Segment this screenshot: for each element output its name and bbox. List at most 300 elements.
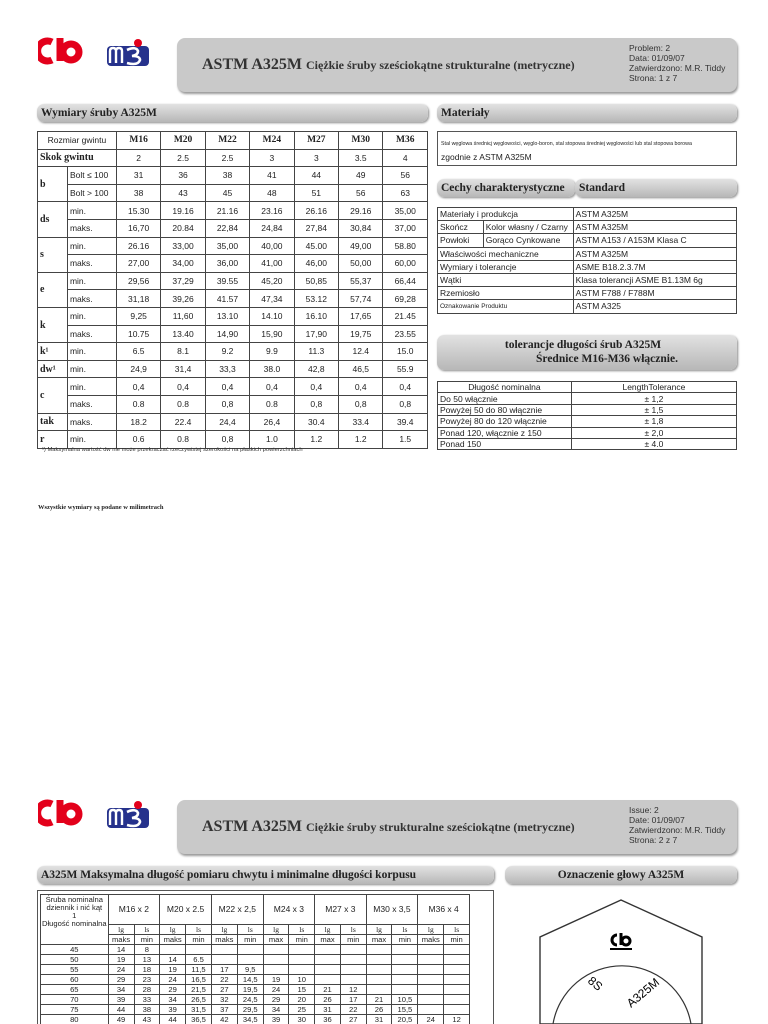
dimension-value: 17,90 (294, 325, 338, 343)
grip-limit-header: max (263, 935, 289, 945)
dims-row (38, 307, 428, 325)
grip-limit-header: max (315, 935, 341, 945)
grip-value: 8 (134, 945, 160, 955)
dimension-value: 31 (116, 167, 160, 185)
dimension-value: 16.10 (294, 307, 338, 325)
dimension-value: 33,3 (205, 360, 249, 378)
grip-value (160, 945, 186, 955)
characteristic-row (438, 300, 737, 313)
dimension-value: 15.0 (383, 343, 428, 361)
grip-value: 25 (289, 1005, 315, 1015)
grip-nominal-length: 50 (41, 955, 109, 965)
grip-value (366, 955, 392, 965)
standard-value: ASTM F788 / F788M (573, 287, 736, 300)
dimension-limit-label: maks. (67, 219, 116, 237)
dimension-value: 14,90 (205, 325, 249, 343)
standard-value: Klasa tolerancji ASME B1.13M 6g (573, 273, 736, 286)
grip-value (444, 995, 470, 1005)
grip-value: 14,5 (237, 975, 263, 985)
dims-row (38, 255, 428, 273)
characteristics-title-left: Cechy charakterystyczne (437, 179, 575, 197)
tolerance-row (438, 393, 737, 404)
characteristic-row (438, 287, 737, 300)
grip-value (263, 955, 289, 965)
dimension-limit-label: min. (67, 272, 116, 290)
meta-approved: Zatwierdzono: M.R. Tiddy (629, 63, 726, 73)
dimension-value: 29.16 (339, 202, 383, 220)
dimension-value: 0.8 (250, 395, 294, 413)
dimension-symbol: k (38, 307, 68, 342)
dimension-value: 39,26 (161, 290, 205, 308)
dimension-value: 0,4 (383, 378, 428, 396)
grip-size-header: M20 x 2.5 (160, 895, 212, 925)
corner-bottom-label: Długość nominalna (42, 919, 107, 928)
meta-issue: Issue: 2 (629, 805, 659, 815)
dimension-limit-label: min. (67, 360, 116, 378)
dimension-value: 27,00 (116, 255, 160, 273)
dimension-value: 66,44 (383, 272, 428, 290)
dimension-limit-label: min. (67, 237, 116, 255)
dimension-value: 14.10 (250, 307, 294, 325)
dimension-value: 58.80 (383, 237, 428, 255)
dimension-value: 24,9 (116, 360, 160, 378)
grip-limit-header: min (392, 935, 418, 945)
grip-value: 6.5 (186, 955, 212, 965)
title-main: ASTM A325M (202, 56, 302, 73)
grip-nominal-length: 70 (41, 995, 109, 1005)
grip-row (41, 945, 470, 955)
tolerance-title-line2: Średnice M16-M36 włącznie. (536, 353, 678, 365)
dimension-symbol: ds (38, 202, 68, 237)
dimension-value: 33,00 (161, 237, 205, 255)
dimension-value: 56 (339, 184, 383, 202)
dimension-value: 12.4 (339, 343, 383, 361)
dimension-value: 13.10 (205, 307, 249, 325)
dimension-value: 23.16 (250, 202, 294, 220)
dimension-symbol: b (38, 167, 68, 202)
grip-value (444, 1005, 470, 1015)
grip-value: 20 (289, 995, 315, 1005)
characteristic-label: Wątki (438, 273, 574, 286)
dimension-value: 11.3 (294, 343, 338, 361)
grip-value (315, 965, 341, 975)
meta-page: Strona: 1 z 7 (629, 73, 678, 83)
characteristic-label: Oznakowanie Produktu (438, 300, 574, 313)
grip-value: 34,5 (237, 1015, 263, 1024)
characteristic-label: Wymiary i tolerancje (438, 260, 574, 273)
grip-subheader: ls (186, 925, 212, 935)
characteristic-sublabel: Gorąco Cynkowane (483, 234, 573, 247)
dimension-value: 6.5 (116, 343, 160, 361)
tolerance-length: Do 50 włącznie (438, 393, 572, 404)
grip-value: 21 (315, 985, 341, 995)
grip-value: 39 (108, 995, 134, 1005)
grip-value: 10 (289, 975, 315, 985)
grip-value (237, 945, 263, 955)
dimension-value: 47,34 (250, 290, 294, 308)
dimension-value: 55,37 (339, 272, 383, 290)
dimension-limit-label: min. (67, 343, 116, 361)
dims-row (38, 290, 428, 308)
grip-value: 29 (108, 975, 134, 985)
dimension-value: 19.16 (161, 202, 205, 220)
grip-value: 24,5 (237, 995, 263, 1005)
grip-value: 22 (211, 975, 237, 985)
grip-value: 23 (134, 975, 160, 985)
dims-row (38, 343, 428, 361)
grip-value: 14 (108, 945, 134, 955)
dimension-value: 37,29 (161, 272, 205, 290)
grip-nominal-length: 55 (41, 965, 109, 975)
grip-value (418, 995, 444, 1005)
grip-nominal-length: 75 (41, 1005, 109, 1015)
grip-value (418, 965, 444, 975)
tolerance-row (438, 404, 737, 415)
dimension-value: 1.2 (294, 431, 338, 449)
grip-value: 44 (108, 1005, 134, 1015)
grip-value: 32 (211, 995, 237, 1005)
tolerance-row (438, 438, 737, 449)
grip-value: 24 (160, 975, 186, 985)
dimension-value: 18.2 (116, 413, 160, 431)
dimension-value: 13.40 (161, 325, 205, 343)
tolerance-value: ± 2,0 (571, 427, 736, 438)
dimension-value: 38.0 (250, 360, 294, 378)
corner-number: 1 (72, 911, 77, 920)
cb-logo (38, 36, 84, 66)
dimension-limit-label: min. (67, 307, 116, 325)
grip-row (41, 975, 470, 985)
characteristic-label: Rzemiosło (438, 287, 574, 300)
dimension-value: 17,65 (339, 307, 383, 325)
grip-value (418, 975, 444, 985)
characteristics-title-right: Standard (575, 179, 737, 197)
dimension-limit-label: maks. (67, 395, 116, 413)
characteristic-row (438, 221, 737, 234)
size-header: M24 (250, 132, 294, 150)
grip-value: 37 (211, 1005, 237, 1015)
tolerance-row (438, 427, 737, 438)
grip-value: 12 (340, 985, 366, 995)
materials-text: Stal węglowa średnієj węglowości, węglo-boron, stal stopowa średniej węglowości lub stal stopowa borowa (441, 141, 692, 147)
tolerance-value: ± 4.0 (571, 438, 736, 449)
size-header: M16 (116, 132, 160, 150)
grip-value (315, 955, 341, 965)
grip-value: 29 (160, 985, 186, 995)
size-header: M22 (205, 132, 249, 150)
tolerance-col-tolerance: LengthTolerance (571, 382, 736, 393)
size-header: M20 (161, 132, 205, 150)
dimension-value: 33.4 (339, 413, 383, 431)
materials-title: Materiały (437, 104, 737, 122)
grip-subheader: lg (418, 925, 444, 935)
dimension-value: 30,84 (339, 219, 383, 237)
characteristic-row (438, 273, 737, 286)
dimension-value: 20.84 (161, 219, 205, 237)
pitch-value: 2.5 (205, 149, 249, 167)
dimension-limit-label: Bolt ≤ 100 (67, 167, 116, 185)
dimension-value: 41,00 (250, 255, 294, 273)
dimension-value: 50,00 (339, 255, 383, 273)
grip-value: 26,5 (186, 995, 212, 1005)
dimension-value: 21.16 (205, 202, 249, 220)
dims-row (38, 184, 428, 202)
grip-value: 29 (263, 995, 289, 1005)
dimension-value: 0.8 (161, 431, 205, 449)
grip-value (444, 965, 470, 975)
dimension-value: 0,8 (339, 395, 383, 413)
dims-row (38, 413, 428, 431)
dimension-value: 34,00 (161, 255, 205, 273)
dims-footnote: ¹) Maksymalna wartość dw nie może przekraczać rzeczywistej szerokości na płaskich powierzchniach (42, 447, 303, 453)
dimension-value: 49 (339, 167, 383, 185)
grip-value (263, 945, 289, 955)
dimension-limit-label: min. (67, 378, 116, 396)
characteristic-row (438, 208, 737, 221)
dims-row (38, 395, 428, 413)
head-marking-title: Oznaczenie głowy A325M (505, 866, 737, 884)
dimension-value: 15,90 (250, 325, 294, 343)
dimension-symbol: e (38, 272, 68, 307)
grip-subheader: lg (108, 925, 134, 935)
dimension-value: 35,00 (205, 237, 249, 255)
dimension-value: 31,4 (161, 360, 205, 378)
grip-nominal-length: 60 (41, 975, 109, 985)
page2-header-meta (629, 805, 725, 845)
dims-row (38, 272, 428, 290)
tolerance-col-length: Długość nominalna (438, 382, 572, 393)
size-header: M27 (294, 132, 338, 150)
dims-row (38, 360, 428, 378)
grip-limit-header: min (444, 935, 470, 945)
grip-limit-header: maks (418, 935, 444, 945)
grip-nominal-length: 65 (41, 985, 109, 995)
marking-a325m: A325M (623, 975, 663, 1011)
dimension-value: 45.00 (294, 237, 338, 255)
grip-value: 31 (366, 1015, 392, 1024)
grip-value (444, 945, 470, 955)
dimension-value: 0.8 (116, 395, 160, 413)
grip-subheader: lg (211, 925, 237, 935)
grip-value: 28 (134, 985, 160, 995)
grip-value (366, 985, 392, 995)
grip-value (392, 975, 418, 985)
dimension-value: 55.9 (383, 360, 428, 378)
grip-value: 24 (108, 965, 134, 975)
dimension-value: 35,00 (383, 202, 428, 220)
tolerance-value: ± 1,2 (571, 393, 736, 404)
grip-value (340, 975, 366, 985)
dims-row (38, 167, 428, 185)
grip-value: 33 (134, 995, 160, 1005)
tolerance-length: Ponad 150 (438, 438, 572, 449)
dims-section-title: Wymiary śruby A325M (37, 104, 428, 122)
dimension-value: 1.2 (339, 431, 383, 449)
dimension-value: 27,84 (294, 219, 338, 237)
size-header: M30 (339, 132, 383, 150)
dimension-value: 0,4 (205, 378, 249, 396)
grip-limit-header: min (340, 935, 366, 945)
grip-row (41, 1005, 470, 1015)
dimension-value: 23.55 (383, 325, 428, 343)
dimension-value: 0,8 (294, 395, 338, 413)
grip-value (340, 955, 366, 965)
grip-value (366, 945, 392, 955)
dimension-value: 46,5 (339, 360, 383, 378)
meta-date: Date: 01/09/07 (629, 815, 685, 825)
dimension-value: 45 (205, 184, 249, 202)
grip-value: 9,5 (237, 965, 263, 975)
grip-subheader: ls (237, 925, 263, 935)
characteristics-table (437, 207, 737, 314)
characteristic-row (438, 260, 737, 273)
grip-value (392, 955, 418, 965)
grip-value: 16,5 (186, 975, 212, 985)
grip-value (444, 985, 470, 995)
dimension-value: 0,4 (294, 378, 338, 396)
dimension-value: 56 (383, 167, 428, 185)
dimension-value: 41 (250, 167, 294, 185)
title-sub: Ciężkie śruby sześciokątne strukturalne (metryczne) (306, 58, 575, 72)
dimension-value: 19,75 (339, 325, 383, 343)
pitch-row (38, 149, 428, 167)
grip-value: 39 (263, 1015, 289, 1024)
dimension-value: 37,00 (383, 219, 428, 237)
grip-value: 21 (366, 995, 392, 1005)
grip-value: 27 (211, 985, 237, 995)
tolerance-value: ± 1,8 (571, 416, 736, 427)
pitch-value: 3 (294, 149, 338, 167)
dimension-value: 0,4 (116, 378, 160, 396)
grip-value (289, 945, 315, 955)
grip-value: 17 (211, 965, 237, 975)
grip-value (392, 985, 418, 995)
grip-size-header: M30 x 3,5 (366, 895, 418, 925)
dimension-value: 53.12 (294, 290, 338, 308)
dimension-value: 48 (250, 184, 294, 202)
dimension-symbol: s (38, 237, 68, 272)
grip-value (418, 985, 444, 995)
thread-size-label: Rozmiar gwintu (38, 132, 117, 150)
dimension-value: 42,8 (294, 360, 338, 378)
marking-8s: 8S (585, 973, 606, 994)
standard-value: ASTM A325M (573, 221, 736, 234)
dimension-value: 26.16 (116, 237, 160, 255)
grip-value (186, 945, 212, 955)
page1-header-title (202, 56, 575, 74)
grip-value: 34 (160, 995, 186, 1005)
grip-section-title: A325M Maksymalna długość pomiaru chwytu i minimalne długości korpusu (37, 866, 494, 884)
dimension-value: 29,56 (116, 272, 160, 290)
grip-header-row (41, 895, 470, 925)
dimension-value: 44 (294, 167, 338, 185)
pitch-value: 2.5 (161, 149, 205, 167)
dimension-value: 26.16 (294, 202, 338, 220)
characteristic-label: Skończ (438, 221, 484, 234)
characteristic-row (438, 247, 737, 260)
grip-value: 43 (134, 1015, 160, 1024)
grip-value (418, 945, 444, 955)
grip-subheader: lg (366, 925, 392, 935)
grip-value: 24 (263, 985, 289, 995)
grip-subheader: ls (340, 925, 366, 935)
grip-value (211, 955, 237, 965)
corner-top-label: Śruba nominalna dziennik i nić kąt (45, 895, 103, 912)
grip-corner-cell (41, 895, 109, 945)
dimension-value: 0,4 (250, 378, 294, 396)
grip-value: 19 (263, 975, 289, 985)
dimension-value: 26,4 (250, 413, 294, 431)
dimension-value: 11,60 (161, 307, 205, 325)
grip-size-header: M36 x 4 (418, 895, 470, 925)
materials-box (437, 131, 737, 166)
grip-value: 36,5 (186, 1015, 212, 1024)
grip-value: 34 (108, 985, 134, 995)
grip-value (289, 955, 315, 965)
m3-logo (106, 799, 150, 829)
pitch-value: 2 (116, 149, 160, 167)
grip-value: 29,5 (237, 1005, 263, 1015)
dims-row (38, 378, 428, 396)
dims-row (38, 431, 428, 449)
grip-value: 11,5 (186, 965, 212, 975)
grip-value: 19,5 (237, 985, 263, 995)
dimension-value: 63 (383, 184, 428, 202)
dimension-value: 1.0 (250, 431, 294, 449)
grip-value: 27 (340, 1015, 366, 1024)
dimension-value: 31,18 (116, 290, 160, 308)
dimension-value: 0.8 (161, 395, 205, 413)
dimension-value: 49,00 (339, 237, 383, 255)
grip-limit-header: maks (160, 935, 186, 945)
dimension-value: 0,8 (205, 395, 249, 413)
dimension-limit-label: min. (67, 202, 116, 220)
dimension-value: 39.4 (383, 413, 428, 431)
dimension-symbol: k¹ (38, 343, 68, 361)
grip-value: 18 (134, 965, 160, 975)
tolerance-length: Ponad 120, włącznie z 150 (438, 427, 572, 438)
grip-value (418, 955, 444, 965)
dimension-value: 36 (161, 167, 205, 185)
standard-value: ASTM A325M (573, 247, 736, 260)
characteristic-label: Materiały i produkcja (438, 208, 574, 221)
grip-value: 19 (160, 965, 186, 975)
grip-value: 14 (160, 955, 186, 965)
grip-value: 31 (315, 1005, 341, 1015)
grip-value (366, 965, 392, 975)
dimension-value: 0,8 (383, 395, 428, 413)
grip-row (41, 1015, 470, 1024)
tolerance-title (437, 335, 737, 370)
grip-value: 30 (289, 1015, 315, 1024)
tolerance-value: ± 1,5 (571, 404, 736, 415)
grip-table (40, 894, 470, 1024)
grip-value: 42 (211, 1015, 237, 1024)
grip-value: 12 (444, 1015, 470, 1024)
meta-issue: Problem: 2 (629, 43, 671, 53)
dims-table (37, 131, 428, 449)
standard-value: ASTM A153 / A153M Klasa C (573, 234, 736, 247)
grip-value: 22 (340, 1005, 366, 1015)
grip-row (41, 985, 470, 995)
pitch-label: Skok gwintu (38, 149, 117, 167)
standard-value: ASME B18.2.3.7M (573, 260, 736, 273)
grip-value: 34 (263, 1005, 289, 1015)
head-marking-diagram (505, 890, 737, 1024)
dimension-symbol: dw¹ (38, 360, 68, 378)
dimension-value: 39.55 (205, 272, 249, 290)
dims-row (38, 325, 428, 343)
